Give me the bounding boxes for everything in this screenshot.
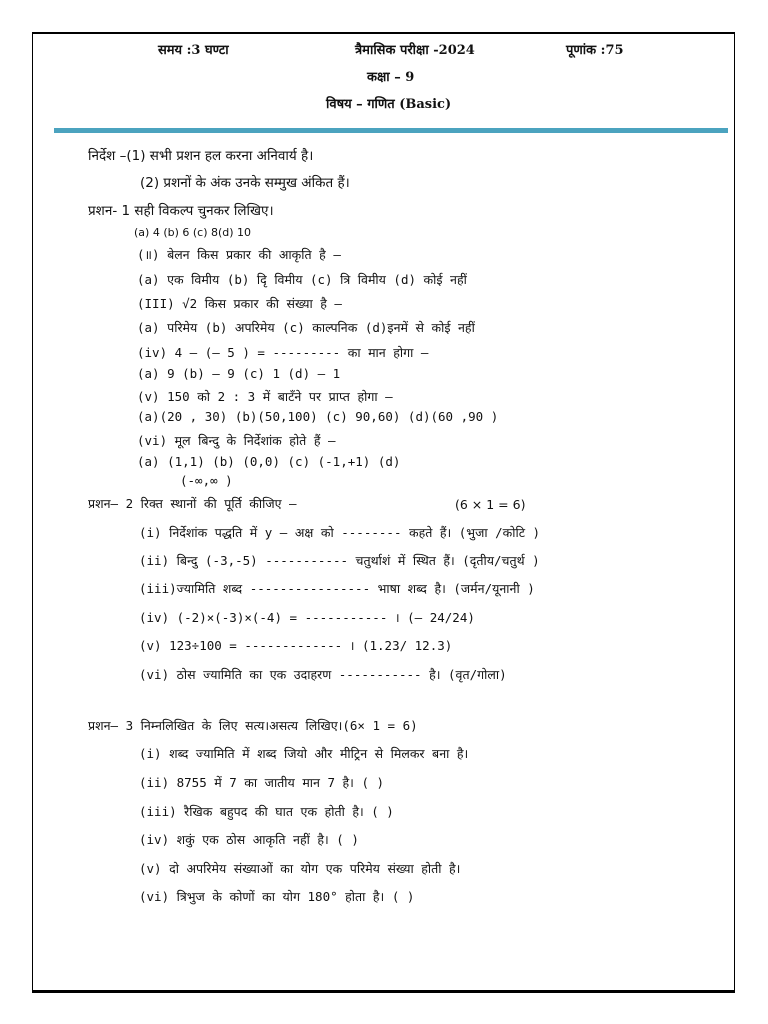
- q3-title: प्रशन– 3 निम्नलिखित के लिए सत्य।असत्य लिखिए।(6× 1 = 6): [88, 718, 418, 733]
- q3-item-i: (i) शब्द ज्यामिति में शब्द जियो और मीट्रिन से मिलकर बना है।: [139, 746, 469, 761]
- q2-item-iv: (iv) (-2)×(-3)×(-4) = ----------- । (– 24/24): [139, 610, 475, 625]
- class-label: कक्षा – 9: [367, 70, 415, 85]
- exam-title: त्रैमासिक परीक्षा -2024: [355, 43, 475, 58]
- q1-v-options: (a)(20 , 30) (b)(50,100) (c) 90,60) (d)(60 ,90 ): [137, 409, 499, 424]
- q2-item-iii: (iii)ज्यामिति शब्द ---------------- भाषा शब्द है। (जर्मन/यूनानी ): [139, 581, 535, 596]
- q1-title: प्रशन- 1 सही विकल्प चुनकर लिखिए।: [88, 203, 274, 219]
- q1-vi-question: (vi) मूल बिन्दु के निर्देशांक होते हैं –: [137, 433, 336, 448]
- q3-item-iv: (iv) शकुं एक ठोस आकृति नहीं है। ( ): [139, 832, 359, 847]
- time-label: समय :3 घण्टा: [158, 43, 229, 58]
- q1-ii-options: (a) एक विमीय (b) दृि विमीय (c) त्रि विमीय (d) कोई नहीं: [137, 272, 467, 287]
- q3-item-vi: (vi) त्रिभुज के कोणों का योग 180° होता है। ( ): [139, 889, 415, 904]
- q1-vi-option-d: (-∞,∞ ): [180, 473, 233, 488]
- q1-v-question: (v) 150 को 2 : 3 में बाटँने पर प्राप्त होगा –: [137, 389, 393, 404]
- q1-vi-options: (a) (1,1) (b) (0,0) (c) (-1,+1) (d): [137, 454, 401, 469]
- q2-item-vi: (vi) ठोस ज्यामिति का एक उदाहरण ----------- है। (वृत/गोला): [139, 667, 507, 682]
- subject-label: विषय – गणित (Basic): [326, 97, 452, 112]
- total-marks: पूणांक :75: [566, 43, 624, 58]
- q3-item-v: (v) दो अपरिमेय संख्याओं का योग एक परिमेय संख्या होती है।: [139, 861, 461, 876]
- q3-item-iii: (iii) रैखिक बहुपद की घात एक होती है। ( ): [139, 804, 394, 819]
- q2-marks: (6 × 1 = 6): [455, 497, 526, 512]
- header-divider: [54, 128, 728, 133]
- q2-item-i: (i) निर्देशांक पद्धति में y – अक्ष को -------- कहते हैं। (भुजा /कोटि ): [139, 525, 541, 540]
- q1-ii-question: (॥) बेलन किस प्रकार की आकृति है –: [137, 247, 341, 262]
- q3-item-ii: (ii) 8755 में 7 का जातीय मान 7 है। ( ): [139, 775, 385, 790]
- q1-iii-question: (III) √2 किस प्रकार की संख्या है –: [137, 296, 342, 311]
- q2-item-v: (v) 123÷100 = ------------- । (1.23/ 12.3): [139, 638, 453, 653]
- page-border: [32, 32, 735, 993]
- q1-iii-options: (a) परिमेय (b) अपरिमेय (c) काल्पनिक (d)इनमें से कोई नहीं: [137, 320, 475, 335]
- instruction-2: (2) प्रशनों के अंक उनके सम्मुख अंकित हैं।: [140, 175, 350, 191]
- q2-item-ii: (ii) बिन्दु (-3,-5) ----------- चतुर्थाशं में स्थित हैं। (दृतीय/चतुर्थ ): [139, 553, 540, 568]
- q1-iv-options: (a) 9 (b) – 9 (c) 1 (d) – 1: [137, 366, 341, 381]
- q1-i-options: (a) 4 (b) 6 (c) 8(d) 10: [134, 226, 252, 239]
- q1-iv-question: (iv) 4 – (– 5 ) = --------- का मान होगा –: [137, 345, 429, 360]
- q2-title: प्रशन– 2 रिक्त स्थानों की पूर्ति कीजिए –: [88, 496, 297, 511]
- instruction-1: निर्देश –(1) सभी प्रशन हल करना अनिवार्य है।: [88, 148, 314, 164]
